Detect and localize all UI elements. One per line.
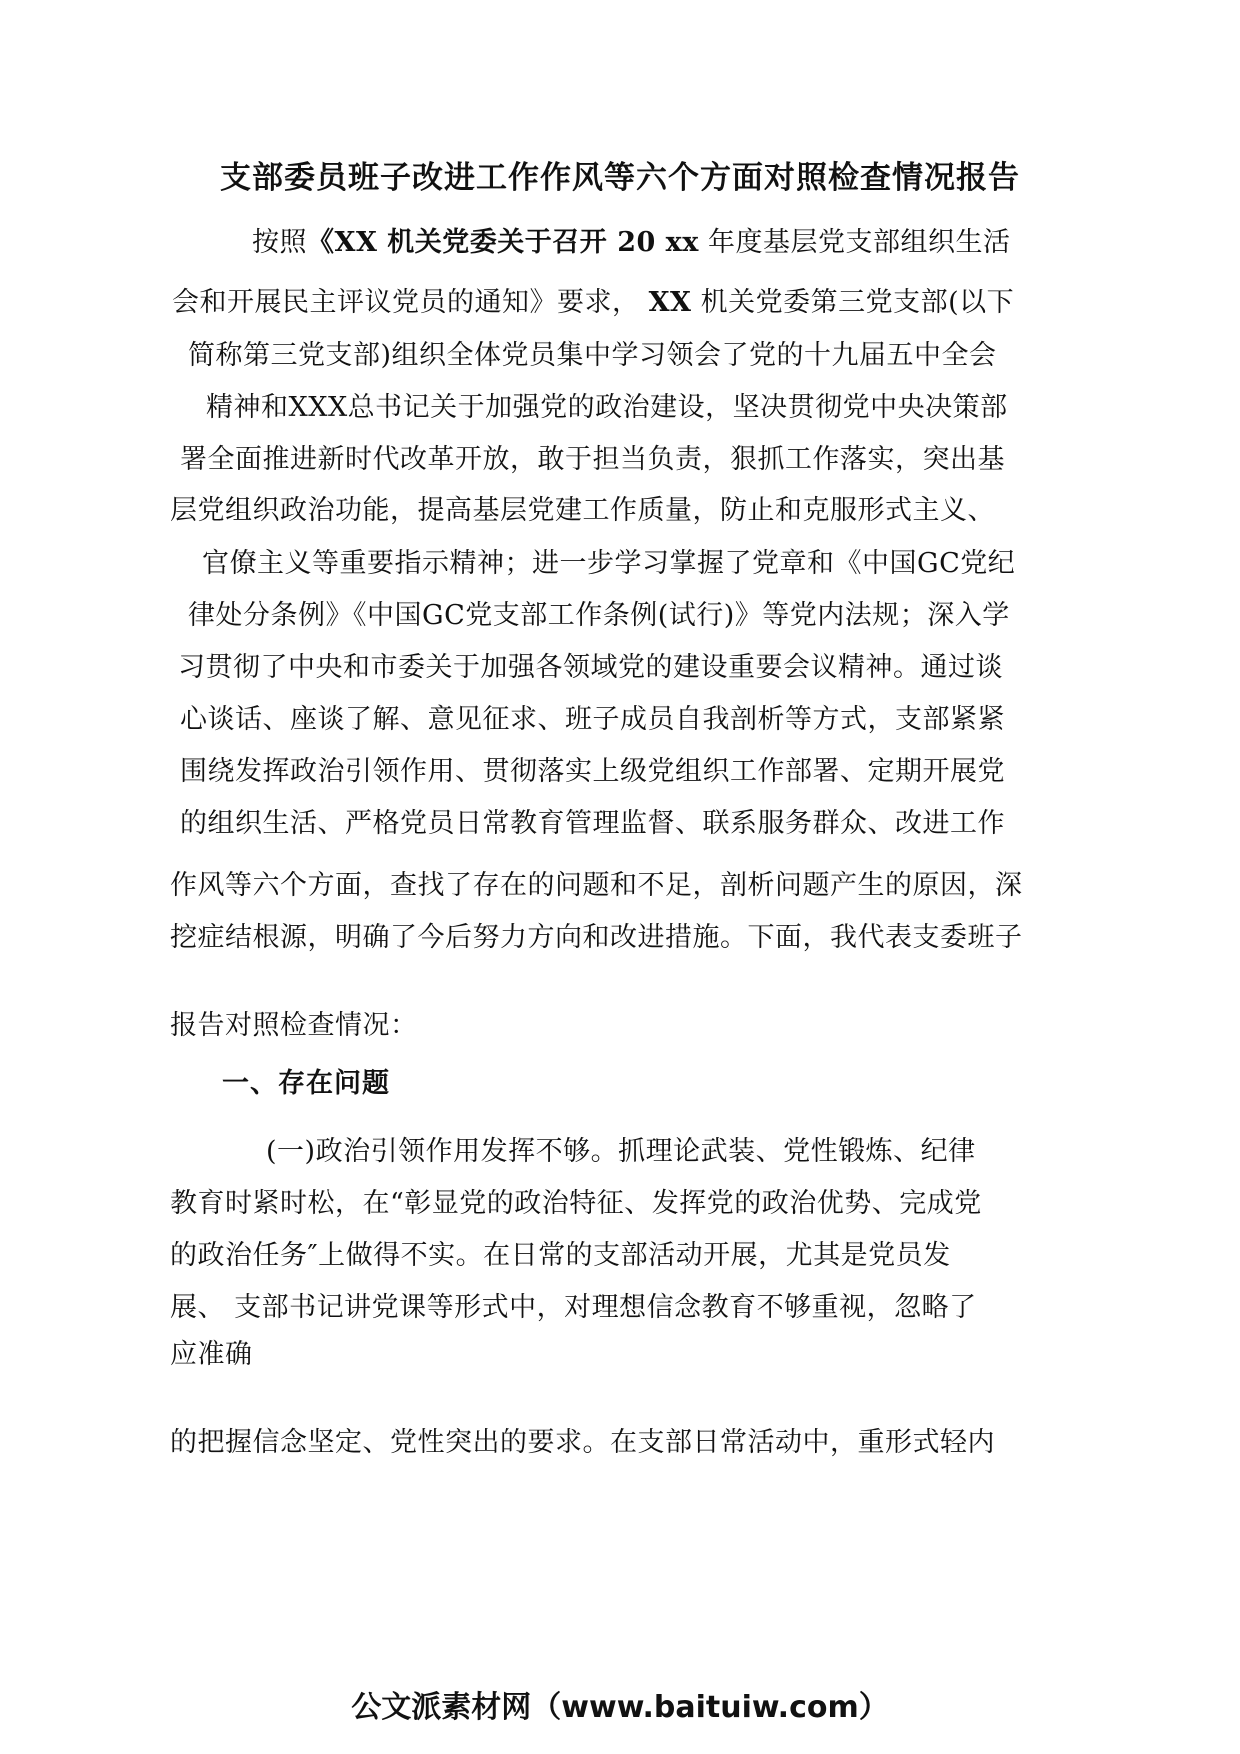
intro-line-1-post: 年度基层党支部组织生活 <box>698 227 1011 258</box>
intro-line-1-pre: 按照 <box>252 227 307 258</box>
intro-line-1 <box>252 226 1010 260</box>
intro-line-2-pre: 会和开展民主评议党员的通知》要求， <box>172 287 649 318</box>
intro-line-4: 精神和XXX总书记关于加强党的政治建设，坚决贯彻党中央决策部 <box>206 392 1008 423</box>
intro-line-9: 习贯彻了中央和市委关于加强各领域党的建设重要会议精神。通过谈 <box>178 652 1003 683</box>
section-line-1: (一)政治引领作用发挥不够。抓理论武装、党性锻炼、纪律 <box>266 1136 976 1167</box>
intro-line-13: 作风等六个方面，查找了存在的问题和不足，剖析问题产生的原因，深 <box>170 870 1023 901</box>
section-line-5: 应准确 <box>170 1339 253 1370</box>
intro-line-2-bold: XX <box>648 287 692 318</box>
intro-line-3: 简称第三党支部)组织全体党员集中学习领会了党的十九届五中全会 <box>188 340 997 371</box>
intro-line-15: 报告对照检查情况： <box>170 1010 418 1041</box>
section-line-6: 的把握信念坚定、党性突出的要求。在支部日常活动中，重形式轻内 <box>170 1427 995 1458</box>
section-line-3: 的政治任务″上做得不实。在日常的支部活动开展，尤其是党员发 <box>170 1240 951 1271</box>
intro-line-11: 围绕发挥政治引领作用、贯彻落实上级党组织工作部署、定期开展党 <box>180 756 1005 787</box>
section-line-2: 教育时紧时松，在“彰显党的政治特征、发挥党的政治优势、完成党 <box>170 1188 982 1219</box>
section-line-4: 展、 支部书记讲党课等形式中，对理想信念教育不够重视，忽略了 <box>170 1292 977 1323</box>
intro-line-12: 的组织生活、严格党员日常教育管理监督、联系服务群众、改进工作 <box>180 808 1005 839</box>
intro-line-1-bold: 《XX 机关党委关于召开 20 xx <box>307 227 699 258</box>
intro-line-5: 署全面推进新时代改革开放，敢于担当负责，狠抓工作落实，突出基 <box>180 444 1005 475</box>
intro-line-10: 心谈话、座谈了解、意见征求、班子成员自我剖析等方式，支部紧紧 <box>180 704 1005 735</box>
section-heading: 一、存在问题 <box>222 1068 390 1099</box>
intro-line-7: 官僚主义等重要指示精神；进一步学习掌握了党章和《中国GC党纪 <box>202 548 1016 579</box>
intro-line-2-post: 机关党委第三党支部(以下 <box>691 287 1015 318</box>
intro-line-8: 律处分条例》《中国GC党支部工作条例(试行)》等党内法规；深入学 <box>188 600 1010 631</box>
intro-line-6: 层党组织政治功能，提高基层党建工作质量，防止和克服形式主义、 <box>170 495 995 526</box>
intro-line-14: 挖症结根源，明确了今后努力方向和改进措施。下面，我代表支委班子 <box>170 922 1023 953</box>
intro-line-2 <box>172 286 1014 320</box>
footer-watermark: 公文派素材网（www.baituiw.com） <box>351 1690 889 1725</box>
document-title: 支部委员班子改进工作作风等六个方面对照检查情况报告 <box>220 160 1020 196</box>
